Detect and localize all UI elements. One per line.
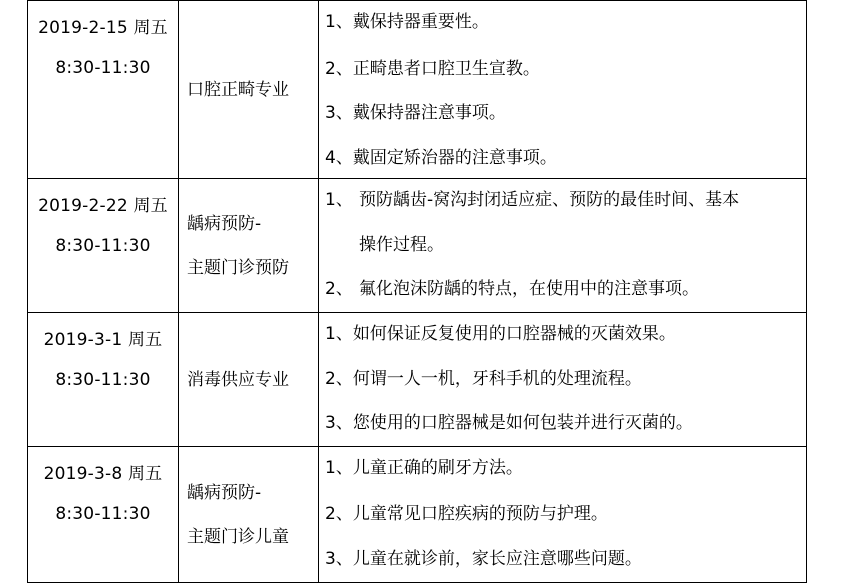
list-item [325, 323, 676, 345]
item-number: 3、 [325, 103, 353, 123]
item-text: 何谓一人一机，牙科手机的处理流程。 [352, 369, 642, 389]
item-number: 1、 [325, 190, 353, 210]
item-text: 戴保持器重要性。 [352, 12, 489, 32]
date-cell [28, 179, 179, 313]
list-item [325, 457, 523, 479]
topic-cell [179, 179, 319, 313]
item-number: 2、 [325, 279, 353, 299]
topic-cell [179, 313, 319, 447]
list-item [325, 412, 693, 434]
session-date: 2019-3-1 周五 [43, 330, 163, 350]
item-number: 2、 [325, 504, 353, 524]
date-cell [28, 1, 179, 179]
topic-cell [179, 1, 319, 179]
item-number: 1、 [325, 324, 353, 344]
item-number: 1、 [325, 12, 353, 32]
session-date: 2019-3-8 周五 [43, 464, 163, 484]
item-number: 2、 [325, 59, 353, 79]
session-date: 2019-2-22 周五 [38, 196, 168, 216]
item-text: 操作过程。 [359, 235, 444, 255]
topic-line: 龋病预防- [187, 213, 262, 234]
table-row [28, 179, 807, 313]
session-time: 8:30-11:30 [55, 236, 151, 256]
item-number: 3、 [325, 413, 353, 433]
item-text: 儿童在就诊前，家长应注意哪些问题。 [352, 549, 642, 569]
topic-line: 消毒供应专业 [187, 369, 289, 390]
list-item [325, 189, 739, 211]
item-number: 1、 [325, 458, 353, 478]
topic-line: 口腔正畸专业 [187, 79, 289, 100]
list-item [325, 102, 506, 124]
topic-cell [179, 447, 319, 583]
item-text: 正畸患者口腔卫生宣教。 [352, 59, 540, 79]
date-cell [28, 313, 179, 447]
topic-line: 主题门诊预防 [187, 257, 289, 278]
list-item [325, 503, 608, 525]
topic-line: 主题门诊儿童 [187, 526, 289, 547]
list-item [325, 278, 699, 300]
content-cell [319, 1, 807, 179]
list-item [325, 58, 540, 80]
content-cell [319, 447, 807, 583]
content-cell [319, 313, 807, 447]
session-time: 8:30-11:30 [55, 370, 151, 390]
session-time: 8:30-11:30 [55, 504, 151, 524]
item-text: 您使用的口腔器械是如何包装并进行灭菌的。 [352, 413, 693, 433]
item-text: 戴保持器注意事项。 [352, 103, 506, 123]
table-row [28, 313, 807, 447]
list-item [325, 548, 642, 570]
item-text: 如何保证反复使用的口腔器械的灭菌效果。 [352, 324, 676, 344]
content-cell [319, 179, 807, 313]
date-cell [28, 447, 179, 583]
schedule-table [27, 0, 807, 583]
item-text: 儿童常见口腔疾病的预防与护理。 [352, 504, 608, 524]
item-text: 儿童正确的刷牙方法。 [352, 458, 523, 478]
item-number: 3、 [325, 549, 353, 569]
topic-line: 龋病预防- [187, 482, 262, 503]
session-date: 2019-2-15 周五 [38, 18, 168, 38]
item-number: 4、 [325, 148, 353, 168]
item-text: 戴固定矫治器的注意事项。 [352, 148, 557, 168]
item-text: 氟化泡沫防龋的特点，在使用中的注意事项。 [359, 279, 699, 299]
table-row [28, 1, 807, 179]
item-number: 2、 [325, 369, 353, 389]
table-row [28, 447, 807, 583]
list-item [359, 234, 444, 256]
list-item [325, 147, 557, 169]
session-time: 8:30-11:30 [55, 58, 151, 78]
list-item [325, 368, 642, 390]
list-item [325, 11, 489, 33]
item-text: 预防龋齿-窝沟封闭适应症、预防的最佳时间、基本 [359, 190, 740, 210]
